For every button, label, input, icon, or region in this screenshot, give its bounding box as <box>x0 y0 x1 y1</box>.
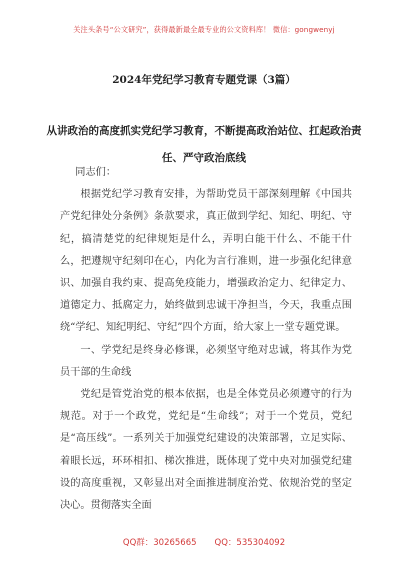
document-title: 2024年党纪学习教育专题党课（3篇） <box>112 74 296 86</box>
document-subtitle: 从讲政治的高度抓实党纪学习教育，不断提高政治站位、扛起政治责任、严守政治底线 <box>46 125 362 164</box>
paragraph-section-1: 党纪是管党治党的根本依据，也是全体党员必须遵守的行为规范。对于一个政党，党纪是“生命线”；对于一个党员，党纪是“高压线”。一系列关于加强党纪建设的决策部署，立足实际、着眼长远，环环相扣、梯次推进，既体现了党中央对加强党纪建设的高度重视，又彰显出对全面推进制度治党、依规治党的坚定决心。贯彻落实全面 <box>60 389 352 512</box>
header-banner: 关注头条号“公文研究”，获得最新最全最专业的公文资料库！ 微信：gongwenyj <box>73 25 335 34</box>
salutation: 同志们： <box>75 167 117 178</box>
section-heading-1: 一、学党纪是终身必修课，必须坚守绝对忠诚，将其作为党员干部的生命线 <box>60 344 352 378</box>
document-body <box>60 162 352 517</box>
paragraph-intro: 根据党纪学习教育安排，为帮助党员干部深刻理解《中国共产党纪律处分条例》条款要求，真正做到学纪、知纪、明纪、守纪，搞清楚党的纪律规矩是什么，弄明白能干什么、不能干什么，把遵规守纪刻印在心，内化为言行准则，进一步强化纪律意识、加强自我约束、提高免疫能力，增强政治定力、纪律定力、道德定力、抵腐定力，始终做到忠诚干净担当，今天，我重点围绕“学纪、知纪明纪、守纪”四个方面，给大家上一堂专题党课。 <box>60 189 352 334</box>
footer-qq-group: QQ群：30265665 <box>122 538 197 548</box>
footer-contact <box>0 536 408 548</box>
footer-qq: QQ：535304092 <box>214 538 286 548</box>
